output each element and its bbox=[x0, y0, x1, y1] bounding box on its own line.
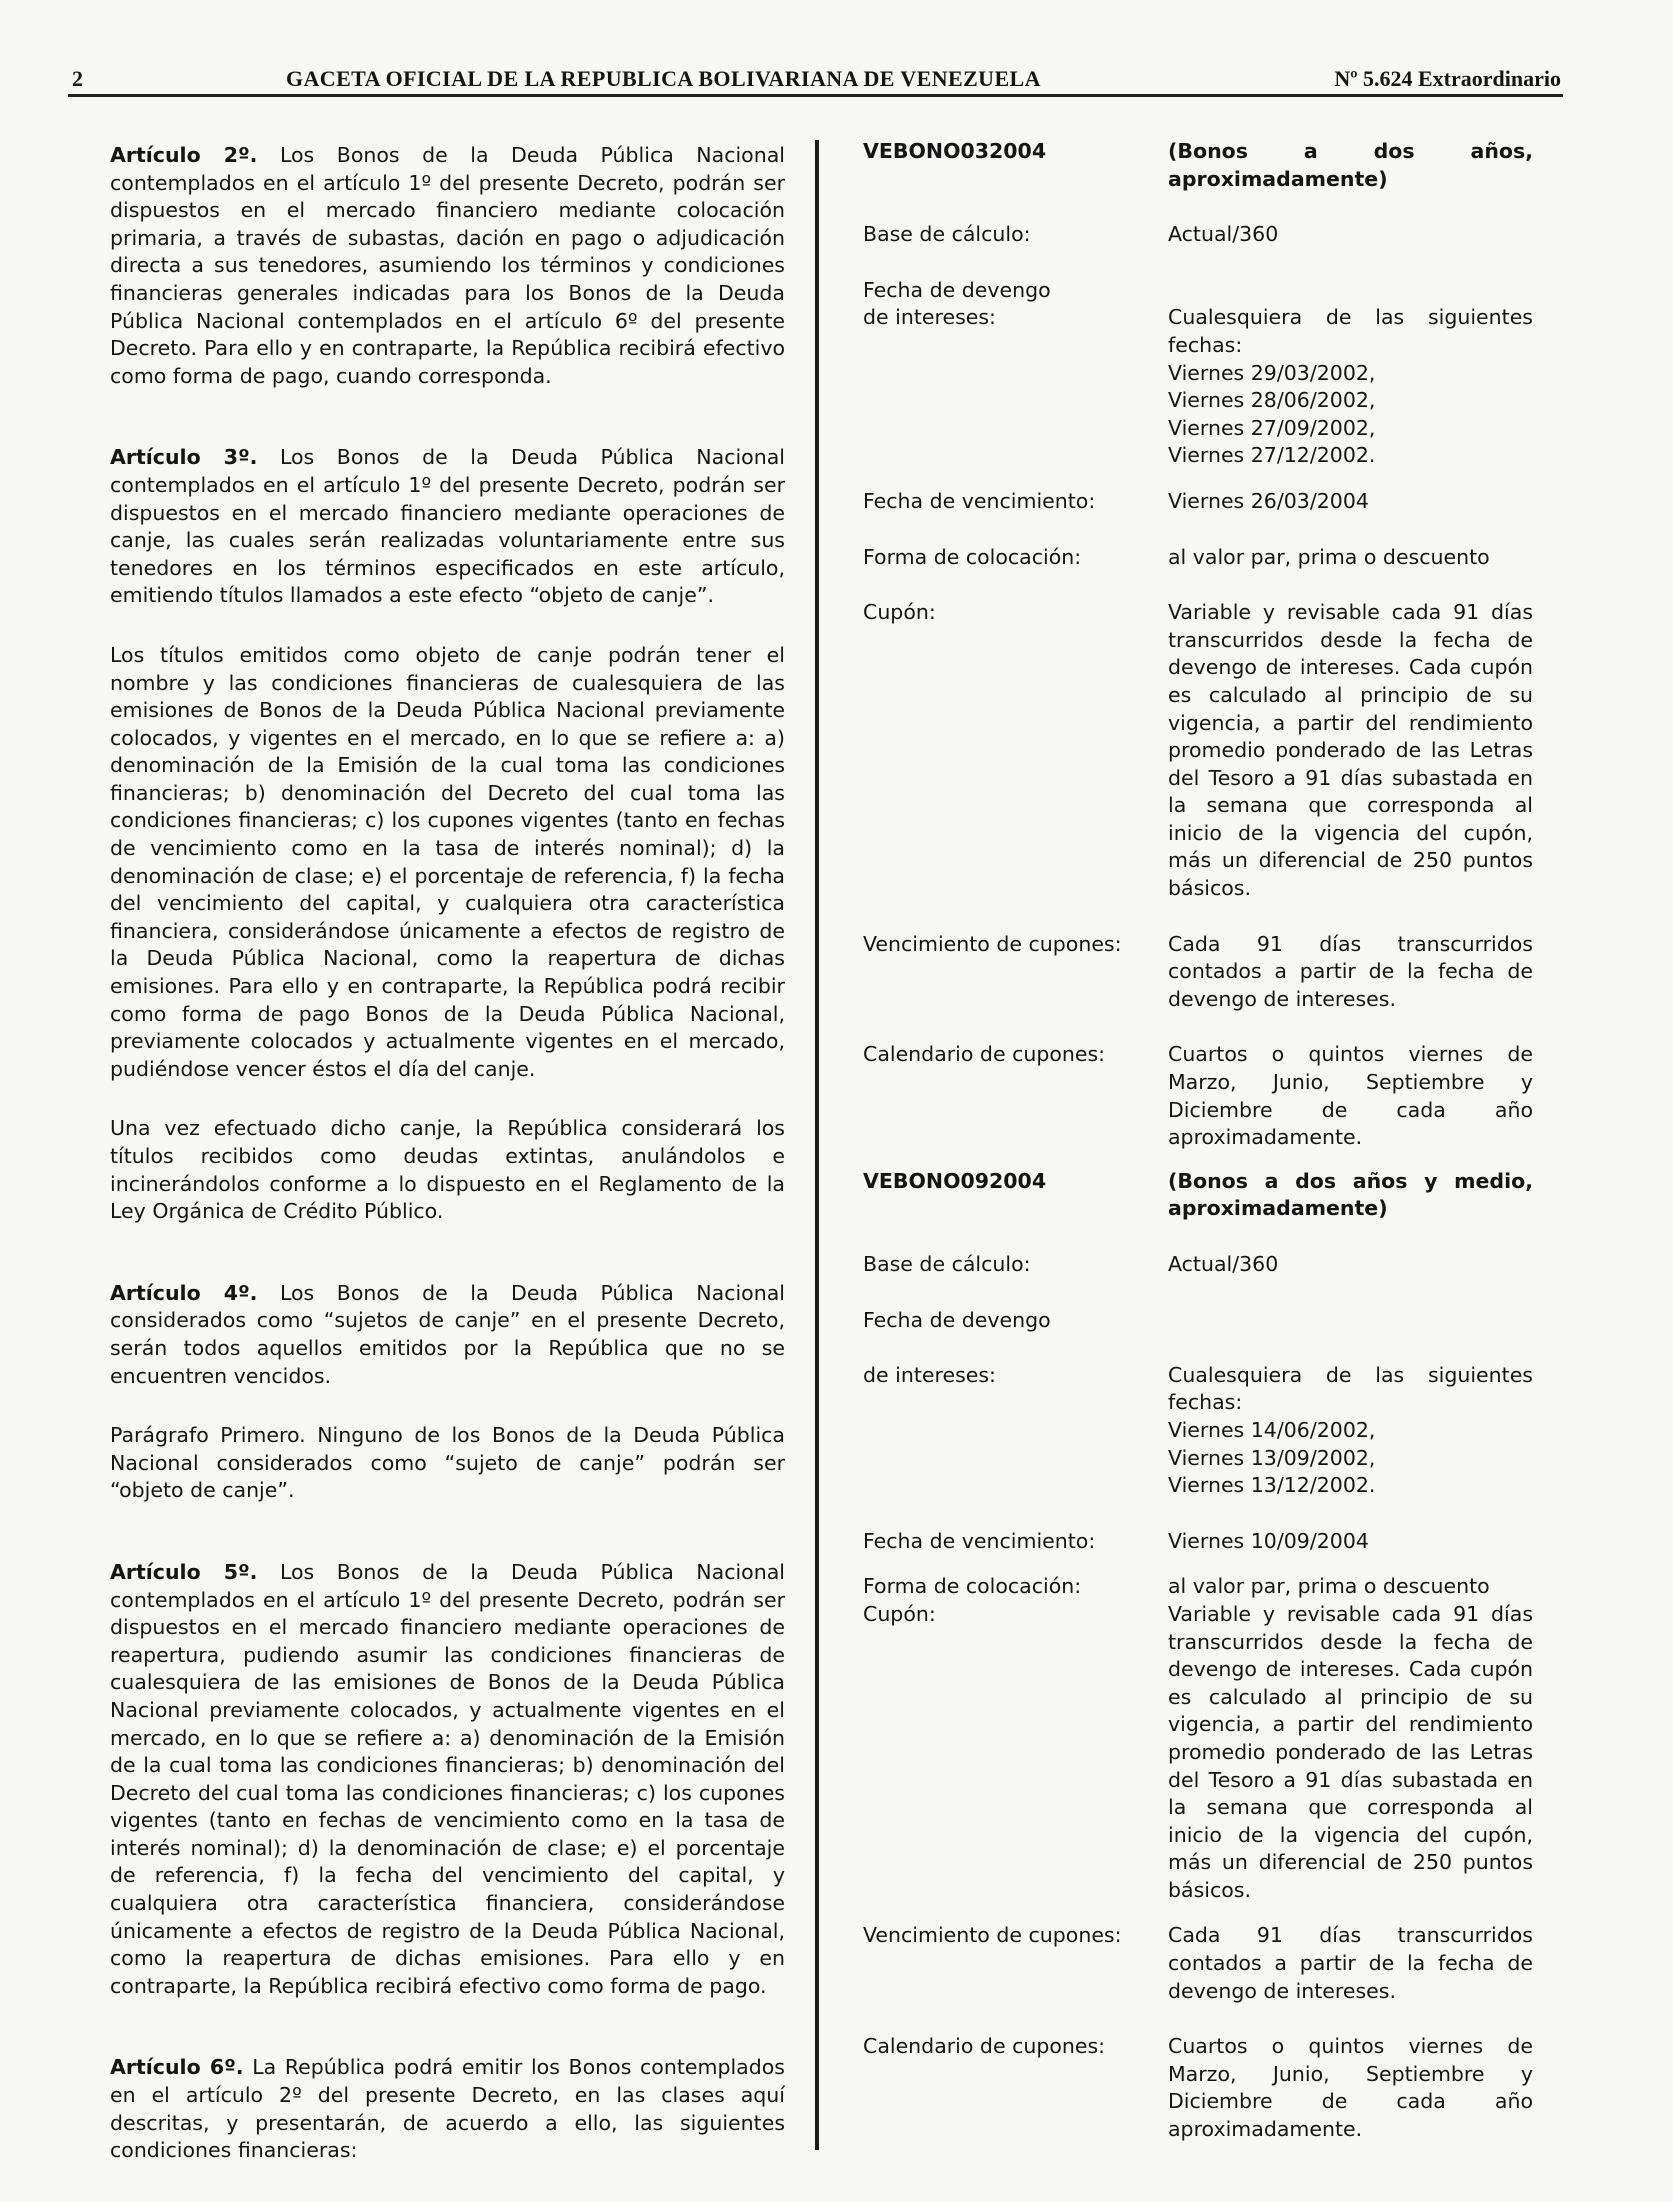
bond2-devengo-date: Viernes 13/09/2002, bbox=[1168, 1445, 1376, 1470]
bond2-vcup-row bbox=[863, 1922, 1533, 2005]
right-column bbox=[863, 138, 1533, 2144]
bond2-base-label: Base de cálculo: bbox=[863, 1252, 1031, 1276]
bond2-calendario-value: Cuartos o quintos viernes de Marzo, Junio, Septiembre y Diciembre de cada año aproximadamente. bbox=[1168, 2034, 1533, 2142]
bond1-cupon-row bbox=[863, 599, 1533, 903]
bond2-title-row bbox=[863, 1168, 1533, 1223]
bond1-vencimiento-value: Viernes 26/03/2004 bbox=[1168, 488, 1369, 513]
bond1-cupon-label: Cupón: bbox=[863, 600, 936, 625]
bond1-title-row bbox=[863, 138, 1533, 193]
bond1-vcup-label: Vencimiento de cupones: bbox=[863, 931, 1122, 956]
bond1-base-value: Actual/360 bbox=[1168, 222, 1279, 247]
bond2-calendario-label: Calendario de cupones: bbox=[863, 2034, 1106, 2059]
bond1-devengo-date: Viernes 28/06/2002, bbox=[1168, 388, 1376, 413]
bond2-forma-row bbox=[863, 1573, 1533, 1601]
bond1-vcup-value: Cada 91 días transcurridos contados a partir de la fecha de devengo de intereses. bbox=[1168, 931, 1533, 1011]
bond2-devengo-date: Viernes 14/06/2002, bbox=[1168, 1417, 1376, 1442]
bond2-vencimiento-row bbox=[863, 1528, 1533, 1556]
bond1-vencimiento-label: Fecha de vencimiento: bbox=[863, 488, 1096, 513]
article-5-body: Los Bonos de la Deuda Pública Nacional contemplados en el artículo 1º del presente Decreto, podrán ser dispuestos en el mercado financiero mediante operaciones de reapertura, pudiendo asumir las condiciones financieras de cualesquiera de las emisiones de Bonos de la Deuda Pública Nacional previamente colocados, y actualmente vigentes en el mercado, en lo que se refiere a: a) denominación de la Emisión de la cual toma las condiciones financieras; b) denominación del Decreto del cual toma las condiciones financieras; c) los cupones vigentes (tanto en fechas de vencimiento como en la tasa de interés nominal); d) la denominación de clase; e) el porcentaje de referencia, f) la fecha del vencimiento del capital, y cualquiera otra característica financiera, considerándose únicamente a efectos de registro de la Deuda Pública Nacional, como la reapertura de dichas emisiones. Para ello y en contraparte, la República recibirá efectivo como forma de pago. bbox=[110, 1559, 785, 1998]
bond1-devengo-date: Viernes 29/03/2002, bbox=[1168, 360, 1376, 385]
article-4-heading: Artículo 4º. bbox=[110, 1280, 258, 1305]
article-2-body: Los Bonos de la Deuda Pública Nacional contemplados en el artículo 1º del presente Decreto, podrán ser dispuestos en el mercado financiero mediante colocación primaria, a través de subastas, dación en pago o adjudicación directa a sus tenedores, asumiendo los términos y condiciones financieras generales indicadas para los Bonos de la Deuda Pública Nacional contemplados en el artículo 6º del presente Decreto. Para ello y en contraparte, la República recibirá efectivo como forma de pago, cuando corresponda. bbox=[110, 143, 785, 388]
issue-number: Nº 5.624 Extraordinario bbox=[1334, 66, 1561, 91]
bond2-devengo-label-2: de intereses: bbox=[863, 1362, 996, 1387]
bond2-code: VEBONO092004 bbox=[863, 1168, 1047, 1193]
bond2-vcup-value: Cada 91 días transcurridos contados a partir de la fecha de devengo de intereses. bbox=[1168, 1923, 1533, 2003]
bond1-devengo-label-1: Fecha de devengo bbox=[863, 277, 1051, 302]
bond1-forma-value: al valor par, prima o descuento bbox=[1168, 544, 1490, 569]
article-4-body: Los Bonos de la Deuda Pública Nacional considerados como “sujetos de canje” en el presente Decreto, serán todos aquellos emitidos por la República que no se encuentren vencidos. bbox=[110, 1280, 785, 1388]
bond1-description: (Bonos a dos años, aproximadamente) bbox=[1168, 139, 1533, 191]
article-2-heading: Artículo 2º. bbox=[110, 143, 258, 167]
bond1-calendario-value: Cuartos o quintos viernes de Marzo, Junio, Septiembre y Diciembre de cada año aproximadamente. bbox=[1168, 1042, 1533, 1150]
column-divider bbox=[815, 140, 819, 2150]
bond1-vcup-row bbox=[863, 931, 1533, 1014]
bond2-vencimiento-value: Viernes 10/09/2004 bbox=[1168, 1528, 1369, 1553]
article-3 bbox=[110, 444, 785, 610]
bond2-cupon-label: Cupón: bbox=[863, 1601, 936, 1626]
bond1-base-label: Base de cálculo: bbox=[863, 222, 1031, 247]
bond2-devengo-intro: Cualesquiera de las siguientes fechas: bbox=[1168, 1362, 1533, 1415]
bond1-base-row bbox=[863, 221, 1533, 249]
article-6-heading: Artículo 6º. bbox=[110, 2055, 244, 2080]
left-column bbox=[110, 142, 785, 2165]
article-5 bbox=[110, 1559, 785, 2001]
bond1-calendario-row bbox=[863, 1041, 1533, 1151]
article-6-body: La República podrá emitir los Bonos contemplados en el artículo 2º del presente Decreto, en las clases aquí descritas, y presentarán, de acuerdo a ello, las siguientes condiciones financieras: bbox=[110, 2055, 785, 2163]
bond2-calendario-row bbox=[863, 2033, 1533, 2143]
article-2 bbox=[110, 142, 785, 390]
bond2-forma-label: Forma de colocación: bbox=[863, 1574, 1082, 1599]
page-header bbox=[68, 64, 1563, 97]
article-4 bbox=[110, 1280, 785, 1390]
article-3-heading: Artículo 3º. bbox=[110, 445, 258, 470]
bond2-cupon-value: Variable y revisable cada 91 días transcurridos desde la fecha de devengo de intereses. Cada cupón es calculado al principio de su vigencia, a partir del rendimiento promedio ponderado de las Letras del Tesoro a 91 días subastada en la semana que corresponda al inicio de la vigencia del cupón, más un diferencial de 250 puntos básicos. bbox=[1168, 1601, 1533, 1902]
bond2-base-row bbox=[863, 1251, 1533, 1279]
bond2-forma-value: al valor par, prima o descuento bbox=[1168, 1574, 1490, 1599]
bond1-devengo-date: Viernes 27/12/2002. bbox=[1168, 443, 1376, 468]
article-4-paragrafo: Parágrafo Primero. Ninguno de los Bonos de la Deuda Pública Nacional considerados como “sujeto de canje” podrán ser “objeto de canje”. bbox=[110, 1423, 785, 1503]
bond1-devengo-intro: Cualesquiera de las siguientes fechas: bbox=[1168, 305, 1533, 357]
bond1-forma-label: Forma de colocación: bbox=[863, 544, 1082, 569]
bond2-vencimiento-label: Fecha de vencimiento: bbox=[863, 1528, 1096, 1553]
bond2-vcup-label: Vencimiento de cupones: bbox=[863, 1923, 1122, 1948]
bond2-cupon-row bbox=[863, 1601, 1533, 1905]
article-5-heading: Artículo 5º. bbox=[110, 1559, 258, 1584]
bond2-devengo-label-1: Fecha de devengo bbox=[863, 1307, 1051, 1332]
bond1-forma-row bbox=[863, 544, 1533, 572]
bond2-devengo-date: Viernes 13/12/2002. bbox=[1168, 1473, 1376, 1498]
bond1-devengo-row bbox=[863, 277, 1533, 470]
bond1-calendario-label: Calendario de cupones: bbox=[863, 1042, 1106, 1067]
bond2-base-value: Actual/360 bbox=[1168, 1252, 1279, 1276]
page-number: 2 bbox=[72, 66, 83, 91]
gazette-title: GACETA OFICIAL DE LA REPUBLICA BOLIVARIANA DE VENEZUELA bbox=[286, 66, 1041, 91]
bond2-devengo-row bbox=[863, 1307, 1533, 1500]
article-3-paragraph-2: Los títulos emitidos como objeto de canje podrán tener el nombre y las condiciones financieras de cualesquiera de las emisiones de Bonos de la Deuda Pública Nacional previamente colocados, y vigentes en el mercado, en lo que se refiere a: a) denominación de la Emisión de la cual toma las condiciones financieras; b) denominación del Decreto del cual toma las condiciones financieras; c) los cupones vigentes (tanto en fechas de vencimiento como en la tasa de interés nominal); d) la denominación de clase; e) el porcentaje de referencia, f) la fecha del vencimiento del capital, y cualquiera otra característica financiera, considerándose únicamente a efectos de registro de la Deuda Pública Nacional, como la reapertura de dichas emisiones. Para ello y en contraparte, la República podrá recibir como forma de pago Bonos de la Deuda Pública Nacional, previamente colocados y actualmente vigentes en el mercado, pudiéndose vencer éstos el día del canje. bbox=[110, 642, 785, 1081]
bond2-description: (Bonos a dos años y medio, aproximadamente) bbox=[1168, 1168, 1533, 1221]
article-3-body: Los Bonos de la Deuda Pública Nacional contemplados en el artículo 1º del presente Decreto, podrán ser dispuestos en el mercado financiero mediante operaciones de canje, las cuales serán realizadas voluntariamente entre sus tenedores en los términos especificados en este artículo, emitiendo títulos llamados a este efecto “objeto de canje”. bbox=[110, 445, 785, 608]
bond1-cupon-value: Variable y revisable cada 91 días transcurridos desde la fecha de devengo de intereses. Cada cupón es calculado al principio de su vigencia, a partir del rendimiento promedio ponderado de las Letras del Tesoro a 91 días subastada en la semana que corresponda al inicio de la vigencia del cupón, más un diferencial de 250 puntos básicos. bbox=[1168, 600, 1533, 901]
article-6 bbox=[110, 2054, 785, 2164]
bond1-code: VEBONO032004 bbox=[863, 139, 1047, 163]
bond1-vencimiento-row bbox=[863, 488, 1533, 516]
bond1-devengo-label-2: de intereses: bbox=[863, 305, 996, 330]
bond1-devengo-date: Viernes 27/09/2002, bbox=[1168, 415, 1376, 440]
article-3-paragraph-3: Una vez efectuado dicho canje, la República considerará los títulos recibidos como deudas extintas, anulándolos e incinerándolos conforme a lo dispuesto en el Reglamento de la Ley Orgánica de Crédito Público. bbox=[110, 1116, 785, 1224]
